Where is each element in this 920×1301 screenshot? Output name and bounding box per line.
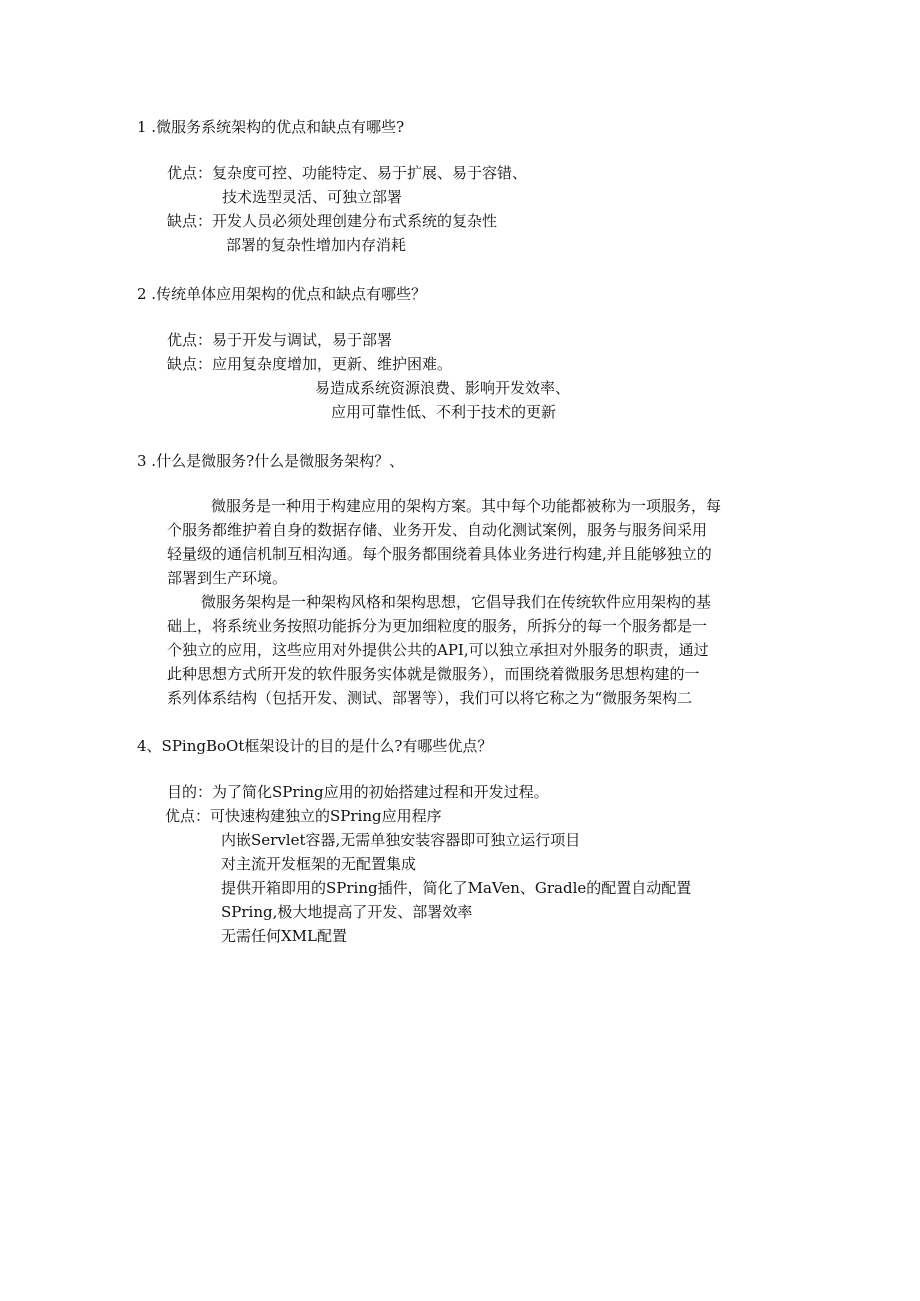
q4-purpose: 目的：为了简化SPring应用的初始搭建过程和开发过程。 [167,783,549,801]
q2-disadvantages-line-3: 应用可靠性低、不利于技术的更新 [331,403,557,421]
question-1-title: 1 .微服务系统架构的优点和缺点有哪些? [137,118,405,136]
q3-paragraph-2-line-4: 此种思想方式所开发的软件服务实体就是微服务），而围绕着微服务思想构建的一 [167,665,700,683]
q3-paragraph-1-line-3: 轻量级的通信机制互相沟通。每个服务都围绕着具体业务进行构建,并且能够独立的 [167,545,712,563]
q1-disadvantages-line-1: 缺点：开发人员必须处理创建分布式系统的复杂性 [167,212,498,230]
q4-advantages-line-2: 内嵌Servlet容器,无需单独安装容器即可独立运行项目 [221,831,581,849]
q4-advantages-line-4: 提供开箱即用的SPring插件，简化了MaVen、Gradle的配置自动配置 [221,879,692,897]
q1-advantages-line-1: 优点：复杂度可控、功能特定、易于扩展、易于容错、 [167,164,528,182]
q3-paragraph-2-line-2: 础上，将系统业务按照功能拆分为更加细粒度的服务，所拆分的每一个服务都是一 [167,617,708,635]
q1-advantages-line-2: 技术选型灵活、可独立部署 [222,188,403,206]
q4-advantages-line-5: SPring,极大地提高了开发、部署效率 [221,903,473,921]
question-3-title: 3 .什么是微服务?什么是微服务架构？、 [137,452,405,470]
q2-disadvantages-line-2: 易造成系统资源浪费、影响开发效率、 [315,379,571,397]
q3-paragraph-1-line-2: 个服务都维护着自身的数据存储、业务开发、自动化测试案例，服务与服务间采用 [167,521,708,539]
q1-disadvantages-line-2: 部署的复杂性增加内存消耗 [226,236,407,254]
q2-disadvantages-line-1: 缺点：应用复杂度增加，更新、维护困难。 [167,355,453,373]
q4-advantages-line-1: 优点：可快速构建独立的SPring应用程序 [165,807,442,825]
q2-advantages-line-1: 优点：易于开发与调试，易于部署 [167,331,393,349]
question-4-title: 4、SPingBoOt框架设计的目的是什么?有哪些优点？ [137,737,493,755]
question-2-title: 2 .传统单体应用架构的优点和缺点有哪些？ [137,285,427,303]
q3-paragraph-2-line-1: 微服务架构是一种架构风格和架构思想，它倡导我们在传统软件应用架构的基 [201,593,712,611]
q3-paragraph-1-line-4: 部署到生产环境。 [167,569,288,587]
q3-paragraph-2-line-3: 个独立的应用，这些应用对外提供公共的API,可以独立承担对外服务的职责，通过 [167,641,709,659]
q3-paragraph-2-line-5: 系列体系结构（包括开发、测试、部署等），我们可以将它称之为“微服务架构二 [167,689,693,707]
q4-advantages-line-3: 对主流开发框架的无配置集成 [221,855,417,873]
q3-paragraph-1-line-1: 微服务是一种用于构建应用的架构方案。其中每个功能都被称为一项服务，每 [211,497,722,515]
q4-advantages-line-6: 无需任何XML配置 [221,927,347,945]
